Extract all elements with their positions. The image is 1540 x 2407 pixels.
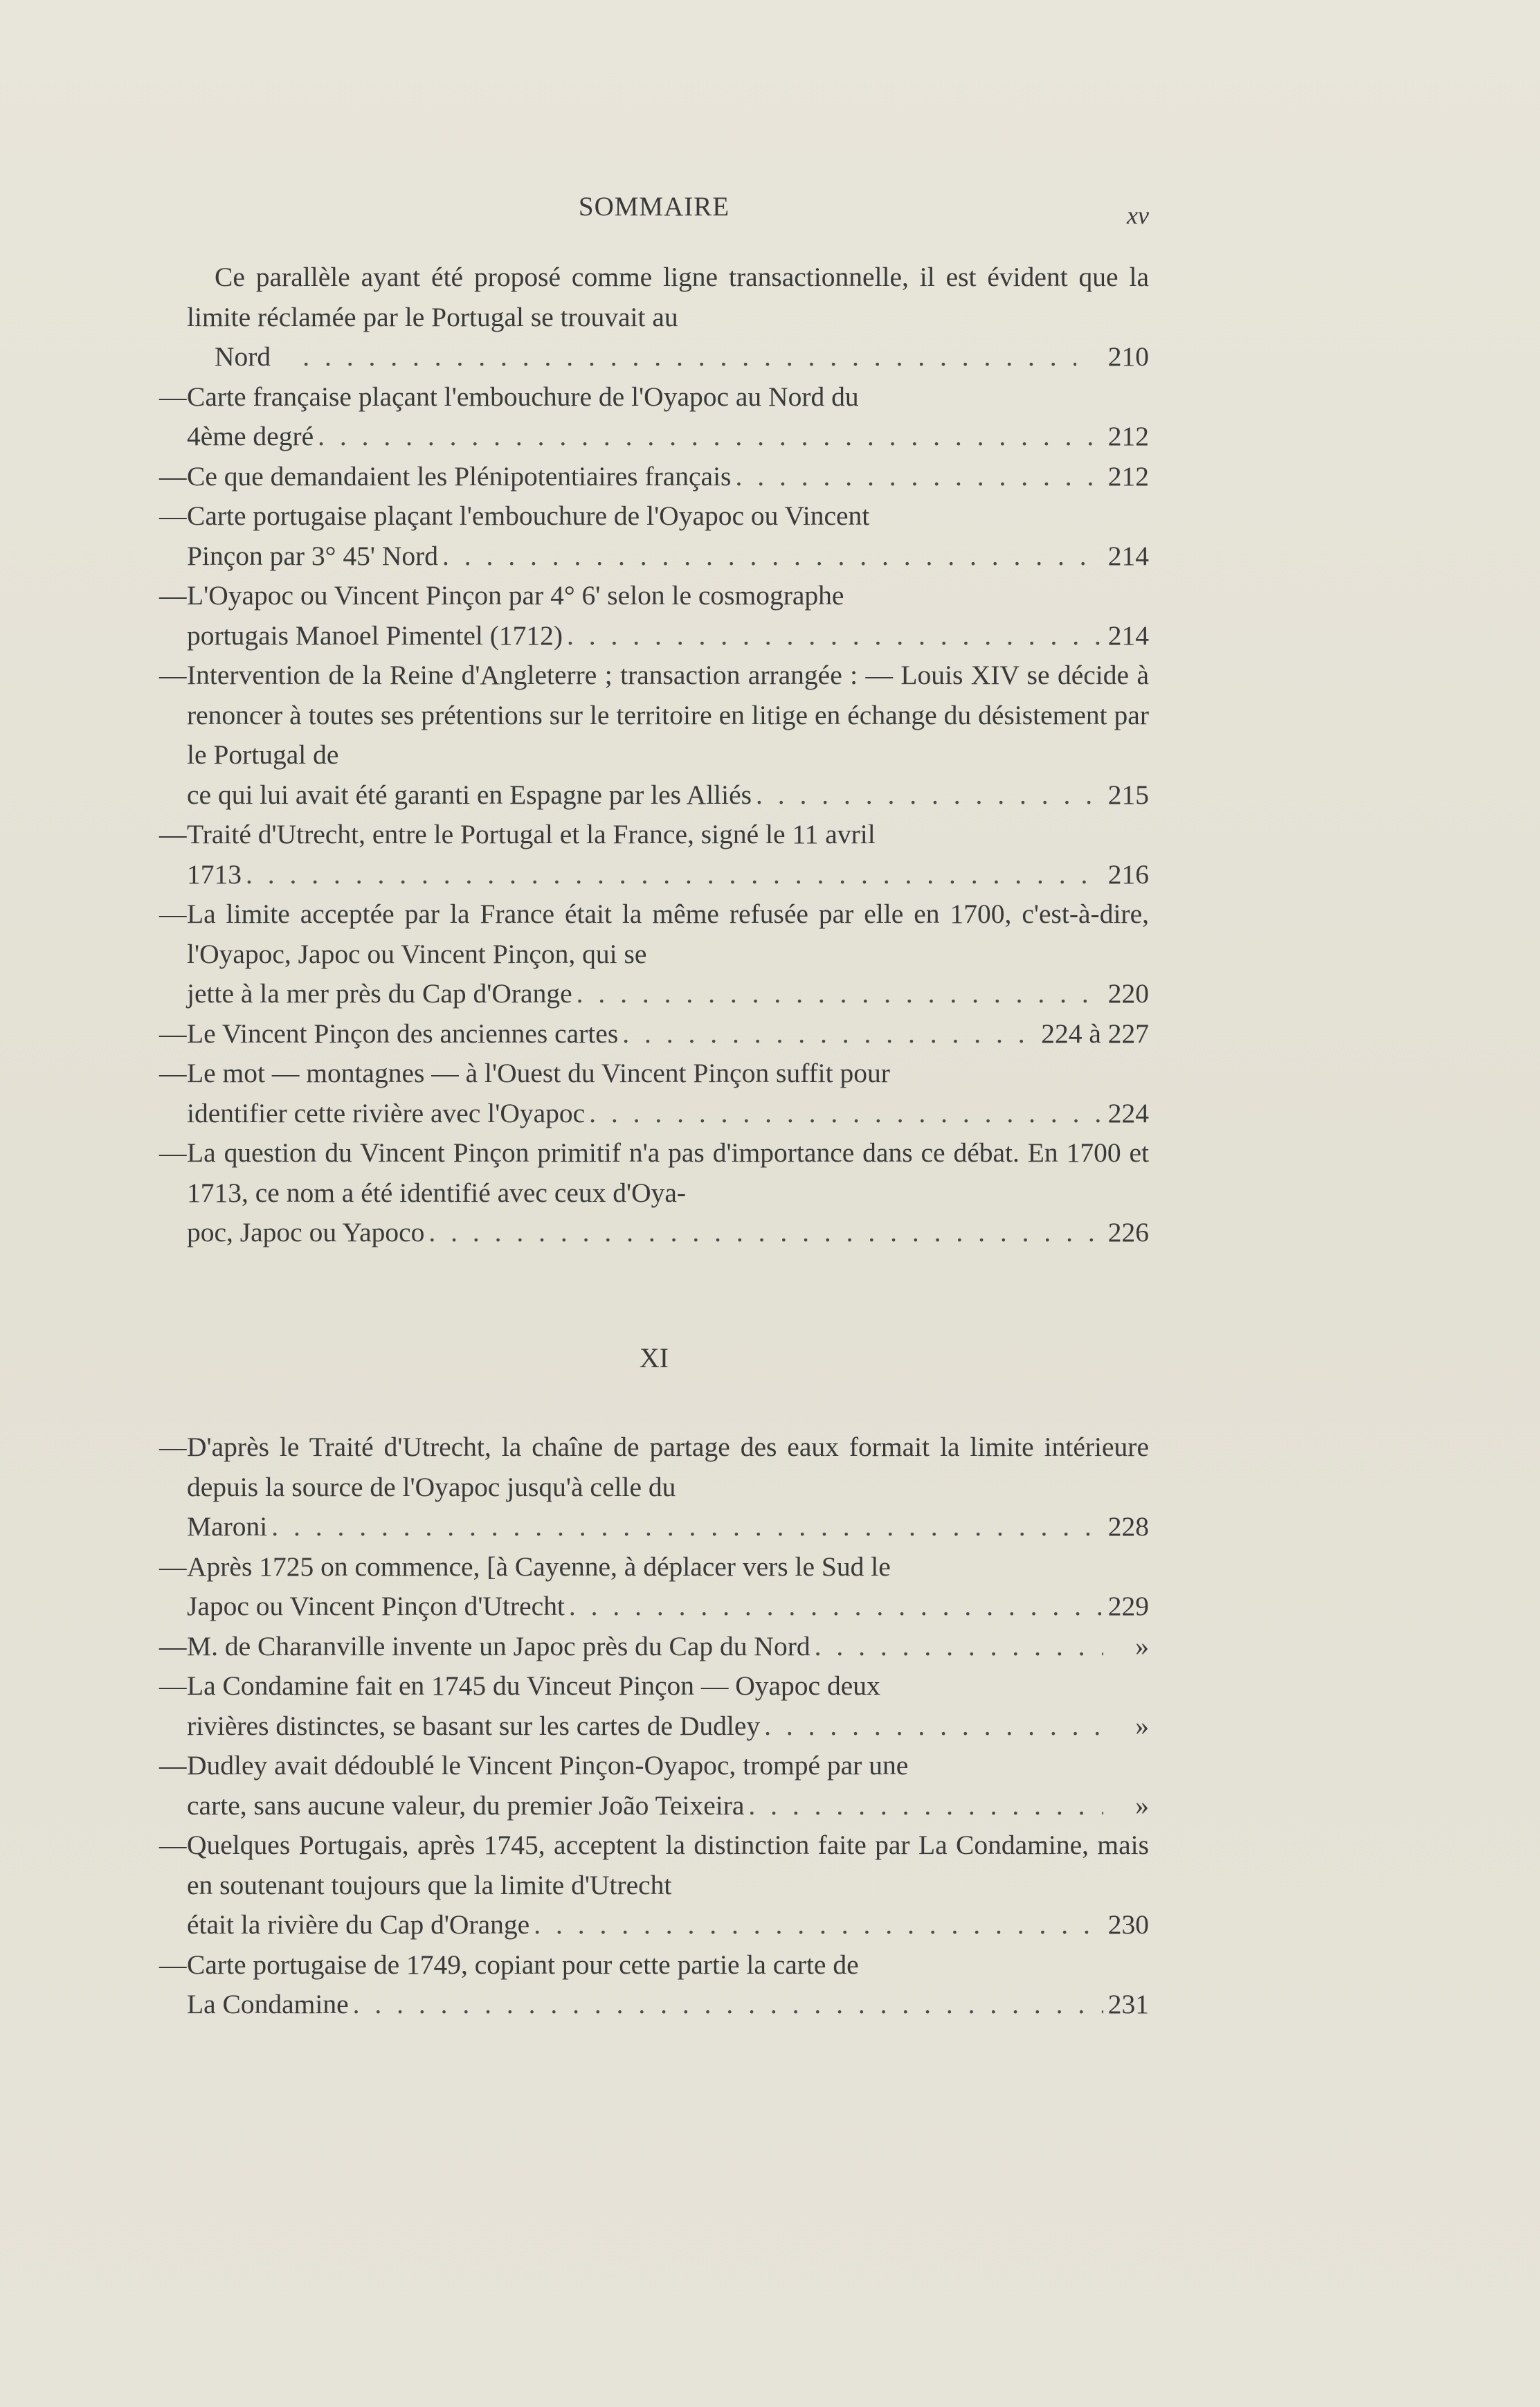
entry-dash: — (159, 819, 187, 849)
entry-text: identifier cette rivière avec l'Oyapoc (187, 1097, 586, 1128)
entry-dash: — (159, 1018, 187, 1049)
entry-text: poc, Japoc ou Yapoco (187, 1217, 425, 1247)
entry-text: Après 1725 on commence, [à Cayenne, à déplacer vers le Sud le (187, 1551, 891, 1582)
summary-entry (159, 1945, 1149, 2025)
dot-leader (735, 457, 1103, 497)
entry-text: Carte portugaise de 1749, copiant pour cette partie la carte de (187, 1949, 859, 1980)
entry-final-line (187, 1706, 1149, 1747)
entry-final-line (187, 855, 1149, 895)
entry-final-line (187, 1905, 1149, 1945)
summary-entry (159, 815, 1149, 894)
summary-entry (159, 1014, 1149, 1054)
dot-leader (756, 775, 1103, 815)
entry-dash: — (159, 660, 187, 690)
entry-dash: — (159, 1670, 187, 1701)
page-folio: xv (1127, 201, 1149, 229)
entry-final-line (187, 974, 1149, 1014)
entry-final-line (187, 616, 1149, 656)
page-reference: 230 (1107, 1909, 1149, 1940)
summary-section-x (159, 258, 1149, 1253)
entry-dash: — (159, 1137, 187, 1168)
page-reference: 224 à 227 (1041, 1018, 1149, 1049)
entry-final-line (187, 417, 1149, 457)
page-reference: 215 (1107, 779, 1149, 810)
summary-entry (159, 1746, 1149, 1825)
entry-text: M. de Charanville invente un Japoc près du Cap du Nord (187, 1630, 810, 1661)
summary-section-xi (159, 1427, 1149, 2025)
entry-text: Le mot — montagnes — à l'Ouest du Vincent Pinçon suffit pour (187, 1058, 890, 1088)
summary-entry (159, 576, 1149, 656)
entry-text: portugais Manoel Pimentel (1712) (187, 620, 563, 651)
page-reference: » (1135, 1710, 1149, 1741)
summary-entry (159, 457, 1149, 497)
page-reference: » (1135, 1790, 1149, 1821)
chapter-heading: XI (639, 1342, 669, 1373)
entry-text: Maroni (187, 1511, 268, 1542)
entry-text: D'après le Traité d'Utrecht, la chaîne de partage des eaux formait la limite intérieure depuis la source de l'Oyapoc jusqu'à celle du (187, 1432, 1149, 1502)
entry-text: jette à la mer près du Cap d'Orange (187, 978, 572, 1009)
page-reference: 220 (1107, 978, 1149, 1009)
entry-final-line (187, 1786, 1149, 1826)
entry-text: rivières distinctes, se basant sur les cartes de Dudley (187, 1710, 761, 1741)
entry-text: Japoc ou Vincent Pinçon d'Utrecht (187, 1591, 565, 1621)
entry-dash: — (159, 1830, 187, 1860)
entry-text: Traité d'Utrecht, entre le Portugal et la France, signé le 11 avril (187, 819, 876, 849)
dot-leader (246, 855, 1103, 895)
dot-leader (577, 974, 1103, 1014)
page-reference: 228 (1107, 1511, 1149, 1542)
entry-text: était la rivière du Cap d'Orange (187, 1909, 530, 1940)
entry-text: La limite acceptée par la France était la même refusée par elle en 1700, c'est-à-dire, l'Oyapoc, Japoc ou Vincent Pinçon, qui se (187, 899, 1149, 969)
entry-text: Ce que demandaient les Plénipotentiaires français (187, 460, 732, 492)
summary-entry (159, 1054, 1149, 1133)
page-reference: 212 (1107, 421, 1149, 451)
entry-dash: — (159, 1551, 187, 1582)
entry-text: Nord (215, 341, 271, 372)
entry-final-line (187, 775, 1149, 815)
entry-dash: — (159, 501, 187, 531)
entry-text: L'Oyapoc ou Vincent Pinçon par 4° 6' selon le cosmographe (187, 580, 844, 611)
dot-leader (442, 537, 1103, 577)
entry-text: carte, sans aucune valeur, du premier João Teixeira (187, 1790, 745, 1821)
dot-leader (271, 1507, 1103, 1547)
summary-entry (159, 894, 1149, 1014)
entry-text: La Condamine (187, 1989, 349, 2019)
entry-final-line (187, 1507, 1149, 1547)
page-reference: 231 (1107, 1989, 1149, 2019)
entry-text: Intervention de la Reine d'Angleterre ; transaction arrangée : — Louis XIV se décide à renoncer à toutes ses prétentions sur le territoire en litige en échange du désistement par le Portugal de (187, 660, 1149, 770)
dot-leader (428, 1213, 1103, 1253)
entry-final-line (187, 1094, 1149, 1134)
entry-dash: — (159, 1058, 187, 1088)
dot-leader (622, 1014, 1037, 1054)
summary-entry (159, 496, 1149, 576)
entry-dash: — (159, 460, 187, 492)
entry-final-line (187, 457, 1149, 497)
dot-leader (534, 1905, 1103, 1945)
entry-text: Carte portugaise plaçant l'embouchure de l'Oyapoc ou Vincent (187, 501, 870, 531)
entry-dash: — (159, 1750, 187, 1781)
entry-dash: — (159, 1630, 187, 1661)
page-reference: 216 (1107, 858, 1149, 890)
entry-text: Ce parallèle ayant été proposé comme ligne transactionnelle, il est évident que la limite réclamée par le Portugal se trouvait au (187, 262, 1149, 332)
entry-text: Carte française plaçant l'embouchure de l'Oyapoc au Nord du (187, 381, 859, 412)
entry-final-line (187, 537, 1149, 577)
dot-leader (318, 417, 1103, 457)
entry-text: 4ème degré (187, 421, 314, 451)
entry-text: Quelques Portugais, après 1745, acceptent la distinction faite par La Condamine, mais en soutenant toujours que la limite d'Utrecht (187, 1830, 1149, 1900)
dot-leader (764, 1706, 1103, 1747)
page-reference: 210 (1107, 341, 1149, 372)
dot-leader (275, 337, 1076, 377)
summary-entry (159, 1133, 1149, 1253)
dot-leader (815, 1627, 1103, 1667)
summary-entry (159, 377, 1149, 457)
entry-text: Pinçon par 3° 45' Nord (187, 540, 439, 571)
summary-entry (159, 1825, 1149, 1945)
entry-text: Le Vincent Pinçon des anciennes cartes (187, 1018, 619, 1049)
dot-leader (589, 1094, 1103, 1134)
page-reference: 214 (1107, 620, 1149, 651)
page-reference: 224 (1107, 1097, 1149, 1128)
entry-final-line (187, 337, 1149, 377)
page-reference: 229 (1107, 1591, 1149, 1621)
dot-leader (569, 1587, 1103, 1627)
dot-leader (748, 1786, 1103, 1826)
entry-dash: — (159, 899, 187, 929)
entry-text: ce qui lui avait été garanti en Espagne par les Alliés (187, 779, 752, 810)
entry-text: La question du Vincent Pinçon primitif n'a pas d'importance dans ce débat. En 1700 et 1713, ce nom a été identifié avec ceux d'Oya- (187, 1137, 1149, 1208)
entry-final-line (187, 1213, 1149, 1253)
entry-text: La Condamine fait en 1745 du Vinceut Pinçon — Oyapoc deux (187, 1670, 880, 1701)
entry-final-line (187, 1587, 1149, 1627)
entry-text: 1713 (187, 858, 242, 890)
page-reference: 226 (1107, 1217, 1149, 1247)
entry-dash: — (159, 580, 187, 611)
summary-entry (159, 258, 1149, 377)
page-reference: 214 (1107, 540, 1149, 571)
entry-dash: — (159, 381, 187, 412)
summary-entry (159, 1666, 1149, 1746)
dot-leader (353, 1985, 1103, 2025)
summary-entry (159, 1427, 1149, 1547)
entry-dash: — (159, 1949, 187, 1980)
entry-text: Dudley avait dédoublé le Vincent Pinçon-Oyapoc, trompé par une (187, 1750, 909, 1781)
entry-final-line (187, 1627, 1149, 1667)
entry-dash: — (159, 1432, 187, 1462)
summary-entry (159, 656, 1149, 815)
entry-final-line (187, 1985, 1149, 2025)
summary-entry (159, 1627, 1149, 1667)
page-reference: 212 (1107, 460, 1149, 492)
entry-final-line (187, 1014, 1149, 1054)
page-reference: » (1135, 1630, 1149, 1661)
summary-entry (159, 1547, 1149, 1627)
dot-leader (567, 616, 1103, 656)
running-head (159, 187, 1149, 228)
running-title: SOMMAIRE (578, 192, 730, 222)
